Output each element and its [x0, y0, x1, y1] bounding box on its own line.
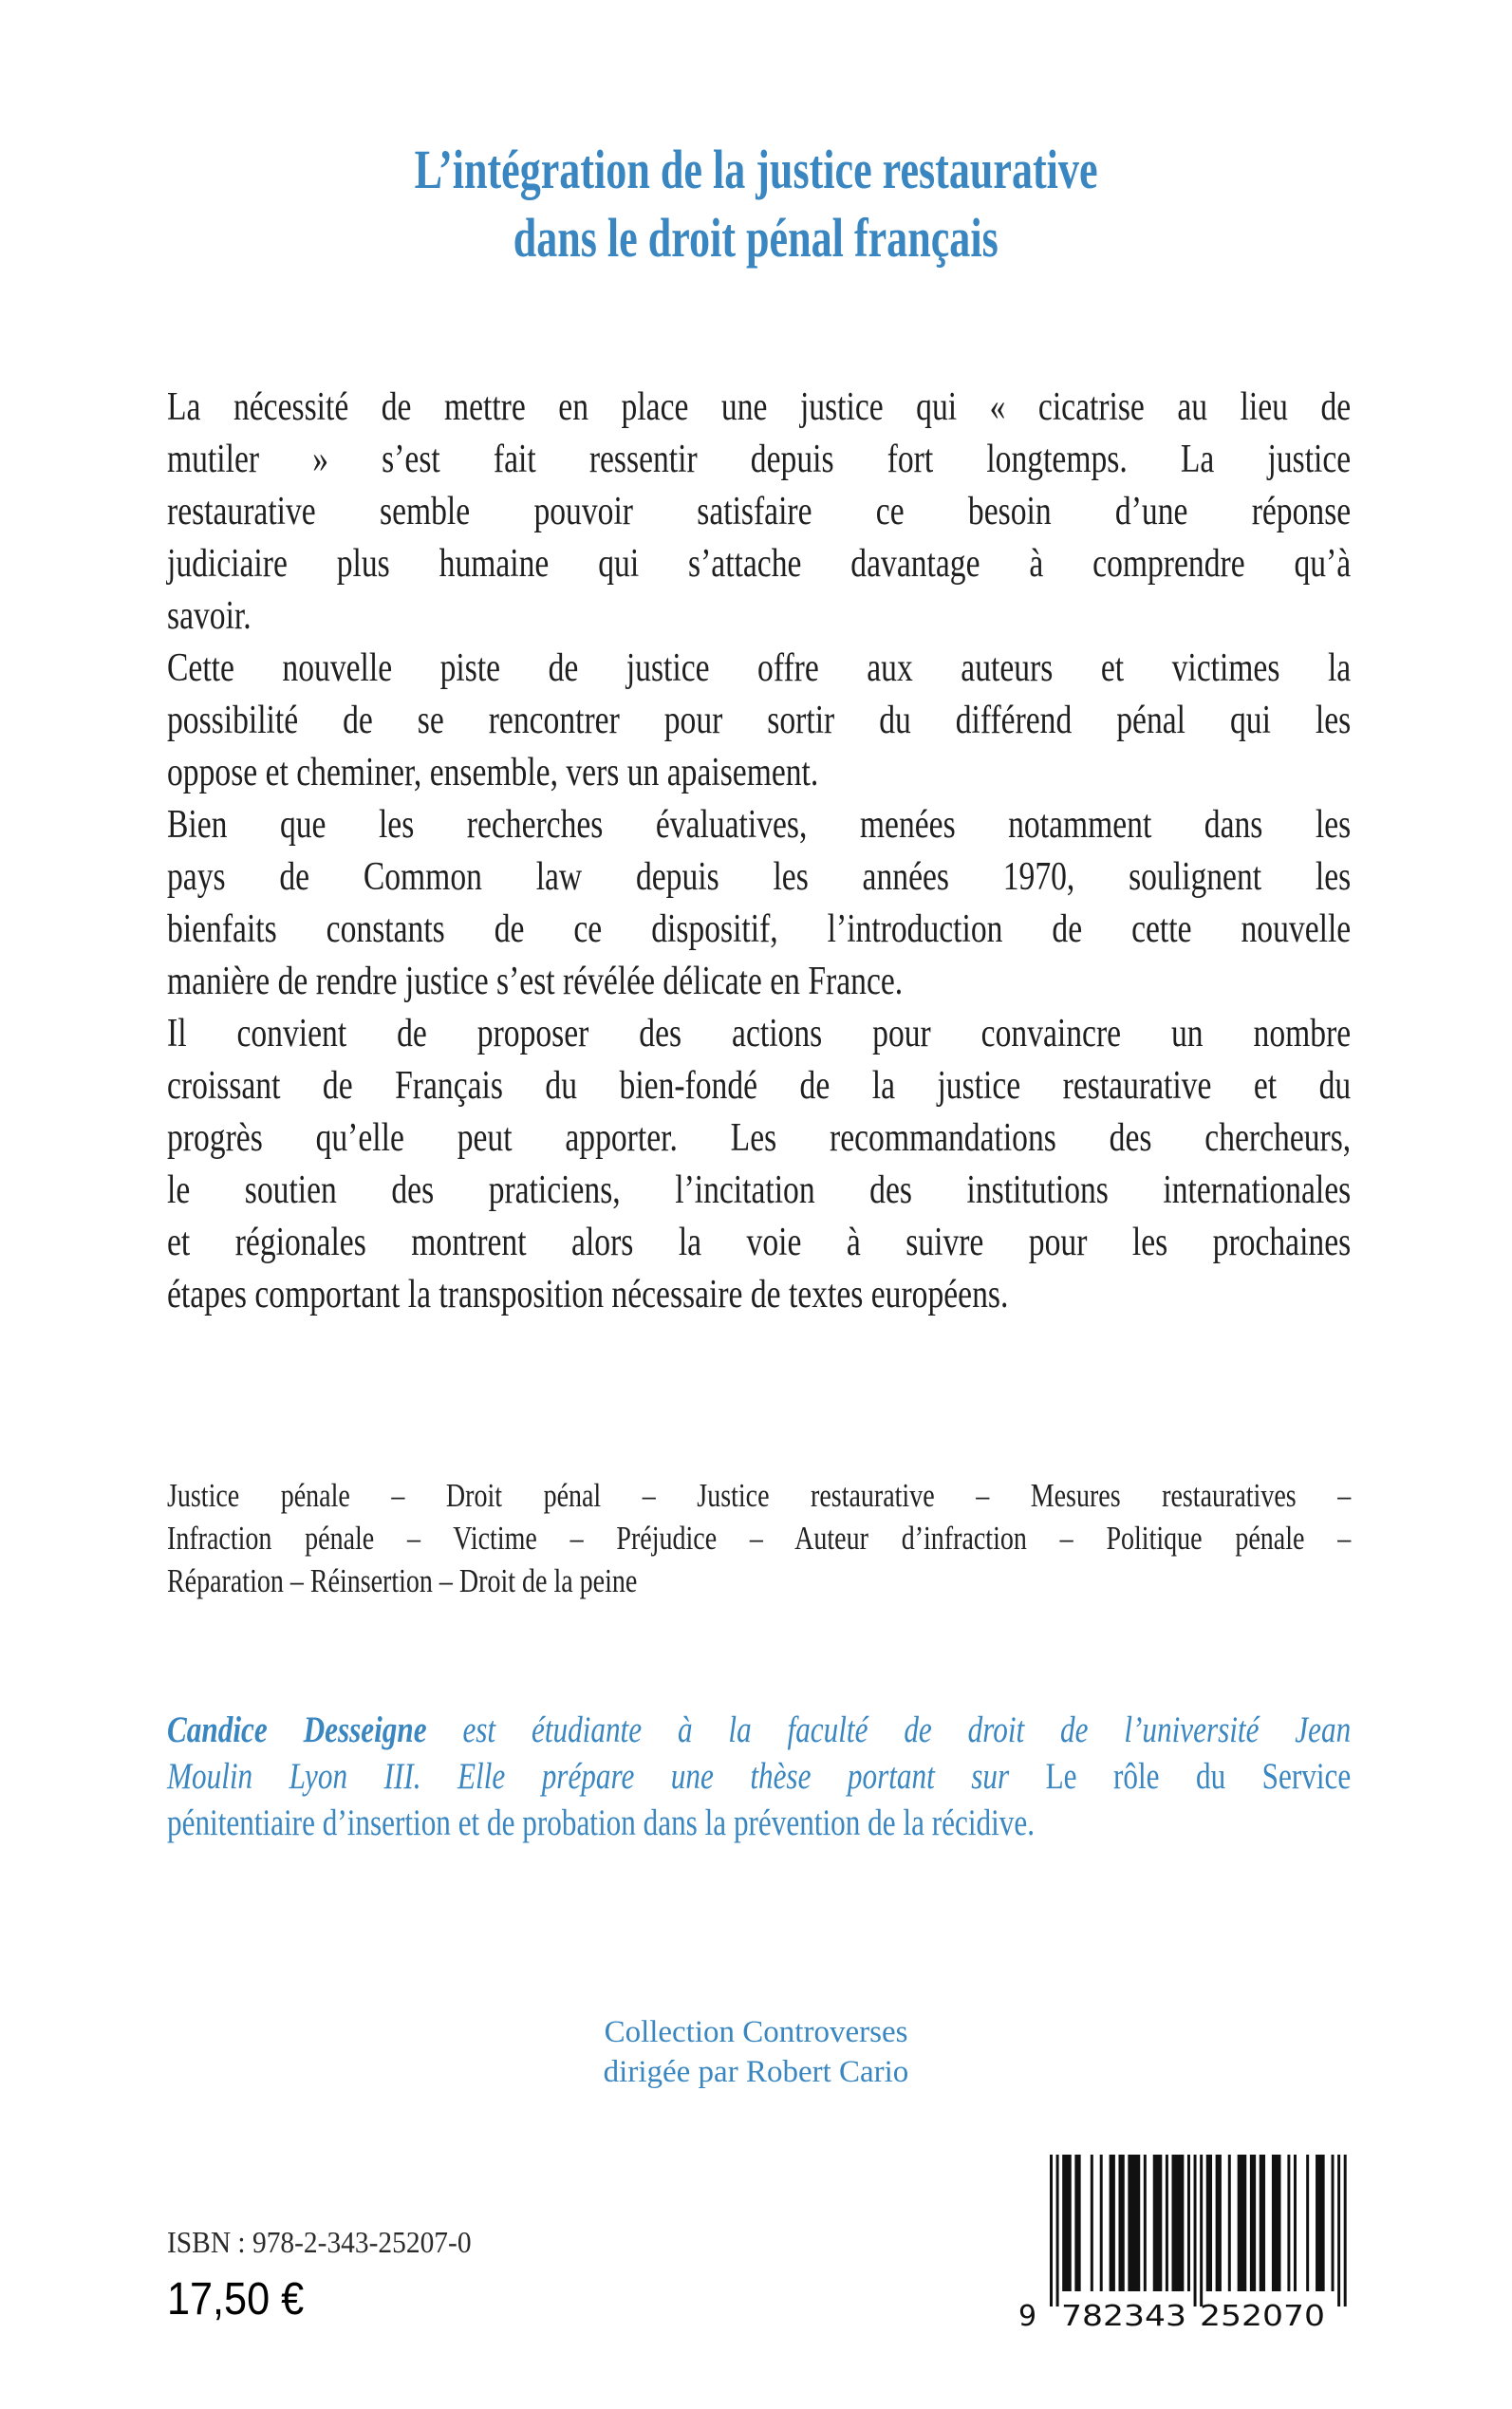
barcode-bar	[1206, 2155, 1212, 2291]
collection-name: Collection Controverses	[604, 2015, 908, 2049]
summary-line: croissant de Français du bien-fondé de la justice restaurative et du	[167, 1064, 1352, 1108]
barcode-guard-bar	[1056, 2155, 1059, 2306]
summary-line: restaurative semble pouvoir satisfaire ce besoin d’une réponse	[167, 490, 1352, 533]
barcode-guard-bar	[1200, 2155, 1203, 2306]
barcode-bar	[1128, 2155, 1140, 2291]
price-text: 17,50 €	[167, 2274, 305, 2325]
summary-line: bienfaits constants de ce dispositif, l’introduction de cette nouvelle	[167, 907, 1352, 951]
barcode-bar	[1144, 2155, 1147, 2291]
barcode-digits-left: 782343	[1061, 2300, 1186, 2333]
title-text-2: dans le droit pénal français	[513, 207, 999, 269]
book-title-line-1	[0, 139, 1512, 200]
thesis-title-part-1: Le rôle du Service	[1045, 1756, 1352, 1797]
barcode-bar	[1062, 2155, 1072, 2291]
summary-line: Il convient de proposer des actions pour convaincre un nombre	[167, 1012, 1352, 1055]
barcode-bar	[1118, 2155, 1124, 2291]
summary-line: La nécessité de mettre en place une justice qui « cicatrise au lieu de	[167, 385, 1352, 429]
barcode-bar	[1171, 2155, 1184, 2291]
summary-line: manière de rendre justice s’est révélée délicate en France.	[167, 960, 904, 1003]
collection-director: dirigée par Robert Cario	[603, 2055, 909, 2089]
summary-line: Cette nouvelle piste de justice offre aux auteurs et victimes la	[167, 646, 1352, 690]
barcode-bar	[1216, 2155, 1222, 2291]
bio-text-2: Moulin Lyon III. Elle prépare une thèse portant sur	[167, 1756, 1046, 1797]
barcode-bar	[1294, 2155, 1297, 2291]
barcode-digits-right: 252070	[1200, 2300, 1325, 2333]
summary-line: étapes comportant la transposition nécessaire de textes européens.	[167, 1273, 1009, 1317]
barcode	[1014, 2147, 1355, 2333]
author-name: Candice Desseigne	[167, 1709, 427, 1750]
bio-line-1	[167, 1707, 1351, 1753]
isbn	[167, 2225, 497, 2260]
thesis-title-part-2: pénitentiaire d’insertion et de probation dans la prévention de la récidive.	[167, 1802, 1036, 1843]
bio-line-2	[167, 1753, 1351, 1800]
bio-text-1: est étudiante à la faculté de droit de l’université Jean	[426, 1709, 1352, 1750]
barcode-bar	[1228, 2155, 1231, 2291]
barcode-bar	[1260, 2155, 1265, 2291]
summary-line: le soutien des praticiens, l’incitation des institutions internationales	[167, 1168, 1352, 1212]
barcode-bar	[1250, 2155, 1256, 2291]
barcode-digit-first: 9	[1018, 2300, 1037, 2333]
barcode-bar	[1100, 2155, 1103, 2291]
summary-line: savoir.	[167, 594, 252, 638]
summary-line: pays de Common law depuis les années 1970, soulignent les	[167, 855, 1352, 899]
barcode-bar	[1166, 2155, 1168, 2291]
summary-line: progrès qu’elle peut apporter. Les recommandations des chercheurs,	[167, 1116, 1352, 1160]
summary-line: Bien que les recherches évaluatives, menées notamment dans les	[167, 803, 1352, 847]
barcode-bars	[1050, 2155, 1347, 2306]
barcode-bar	[1110, 2155, 1115, 2291]
summary-line: judiciaire plus humaine qui s’attache davantage à comprendre qu’à	[167, 542, 1352, 586]
barcode-bar	[1074, 2155, 1080, 2291]
price	[167, 2273, 319, 2325]
keywords-line: Réparation – Réinsertion – Droit de la peine	[167, 1562, 638, 1599]
summary-line: et régionales montrent alors la voie à suivre pour les prochaines	[167, 1221, 1352, 1264]
keywords-line: Justice pénale – Droit pénal – Justice restaurative – Mesures restauratives –	[167, 1477, 1352, 1514]
summary-line: possibilité de se rencontrer pour sortir du différend pénal qui les	[167, 699, 1352, 742]
title-text-1: L’intégration de la justice restaurative	[414, 139, 1098, 200]
barcode-guard-bar	[1337, 2155, 1340, 2306]
keywords-line: Infraction pénale – Victime – Préjudice – Auteur d’infraction – Politique pénale –	[167, 1520, 1352, 1557]
summary-line: oppose et cheminer, ensemble, vers un apaisement.	[167, 751, 819, 794]
barcode-bar	[1306, 2155, 1309, 2291]
barcode-guard-bar	[1344, 2155, 1347, 2306]
barcode-bar	[1187, 2155, 1190, 2291]
barcode-bar	[1287, 2155, 1290, 2291]
isbn-text: ISBN : 978-2-343-25207-0	[167, 2225, 472, 2259]
barcode-bar	[1316, 2155, 1325, 2291]
book-title-line-2	[0, 207, 1512, 269]
barcode-bar	[1153, 2155, 1163, 2291]
barcode-bar	[1238, 2155, 1247, 2291]
barcode-bar	[1272, 2155, 1281, 2291]
bio-line-3	[167, 1800, 1351, 1846]
barcode-guard-bar	[1194, 2155, 1197, 2306]
barcode-bar	[1332, 2155, 1335, 2291]
barcode-bar	[1091, 2155, 1093, 2291]
barcode-guard-bar	[1050, 2155, 1053, 2306]
summary-line: mutiler » s’est fait ressentir depuis fort longtemps. La justice	[167, 438, 1352, 481]
